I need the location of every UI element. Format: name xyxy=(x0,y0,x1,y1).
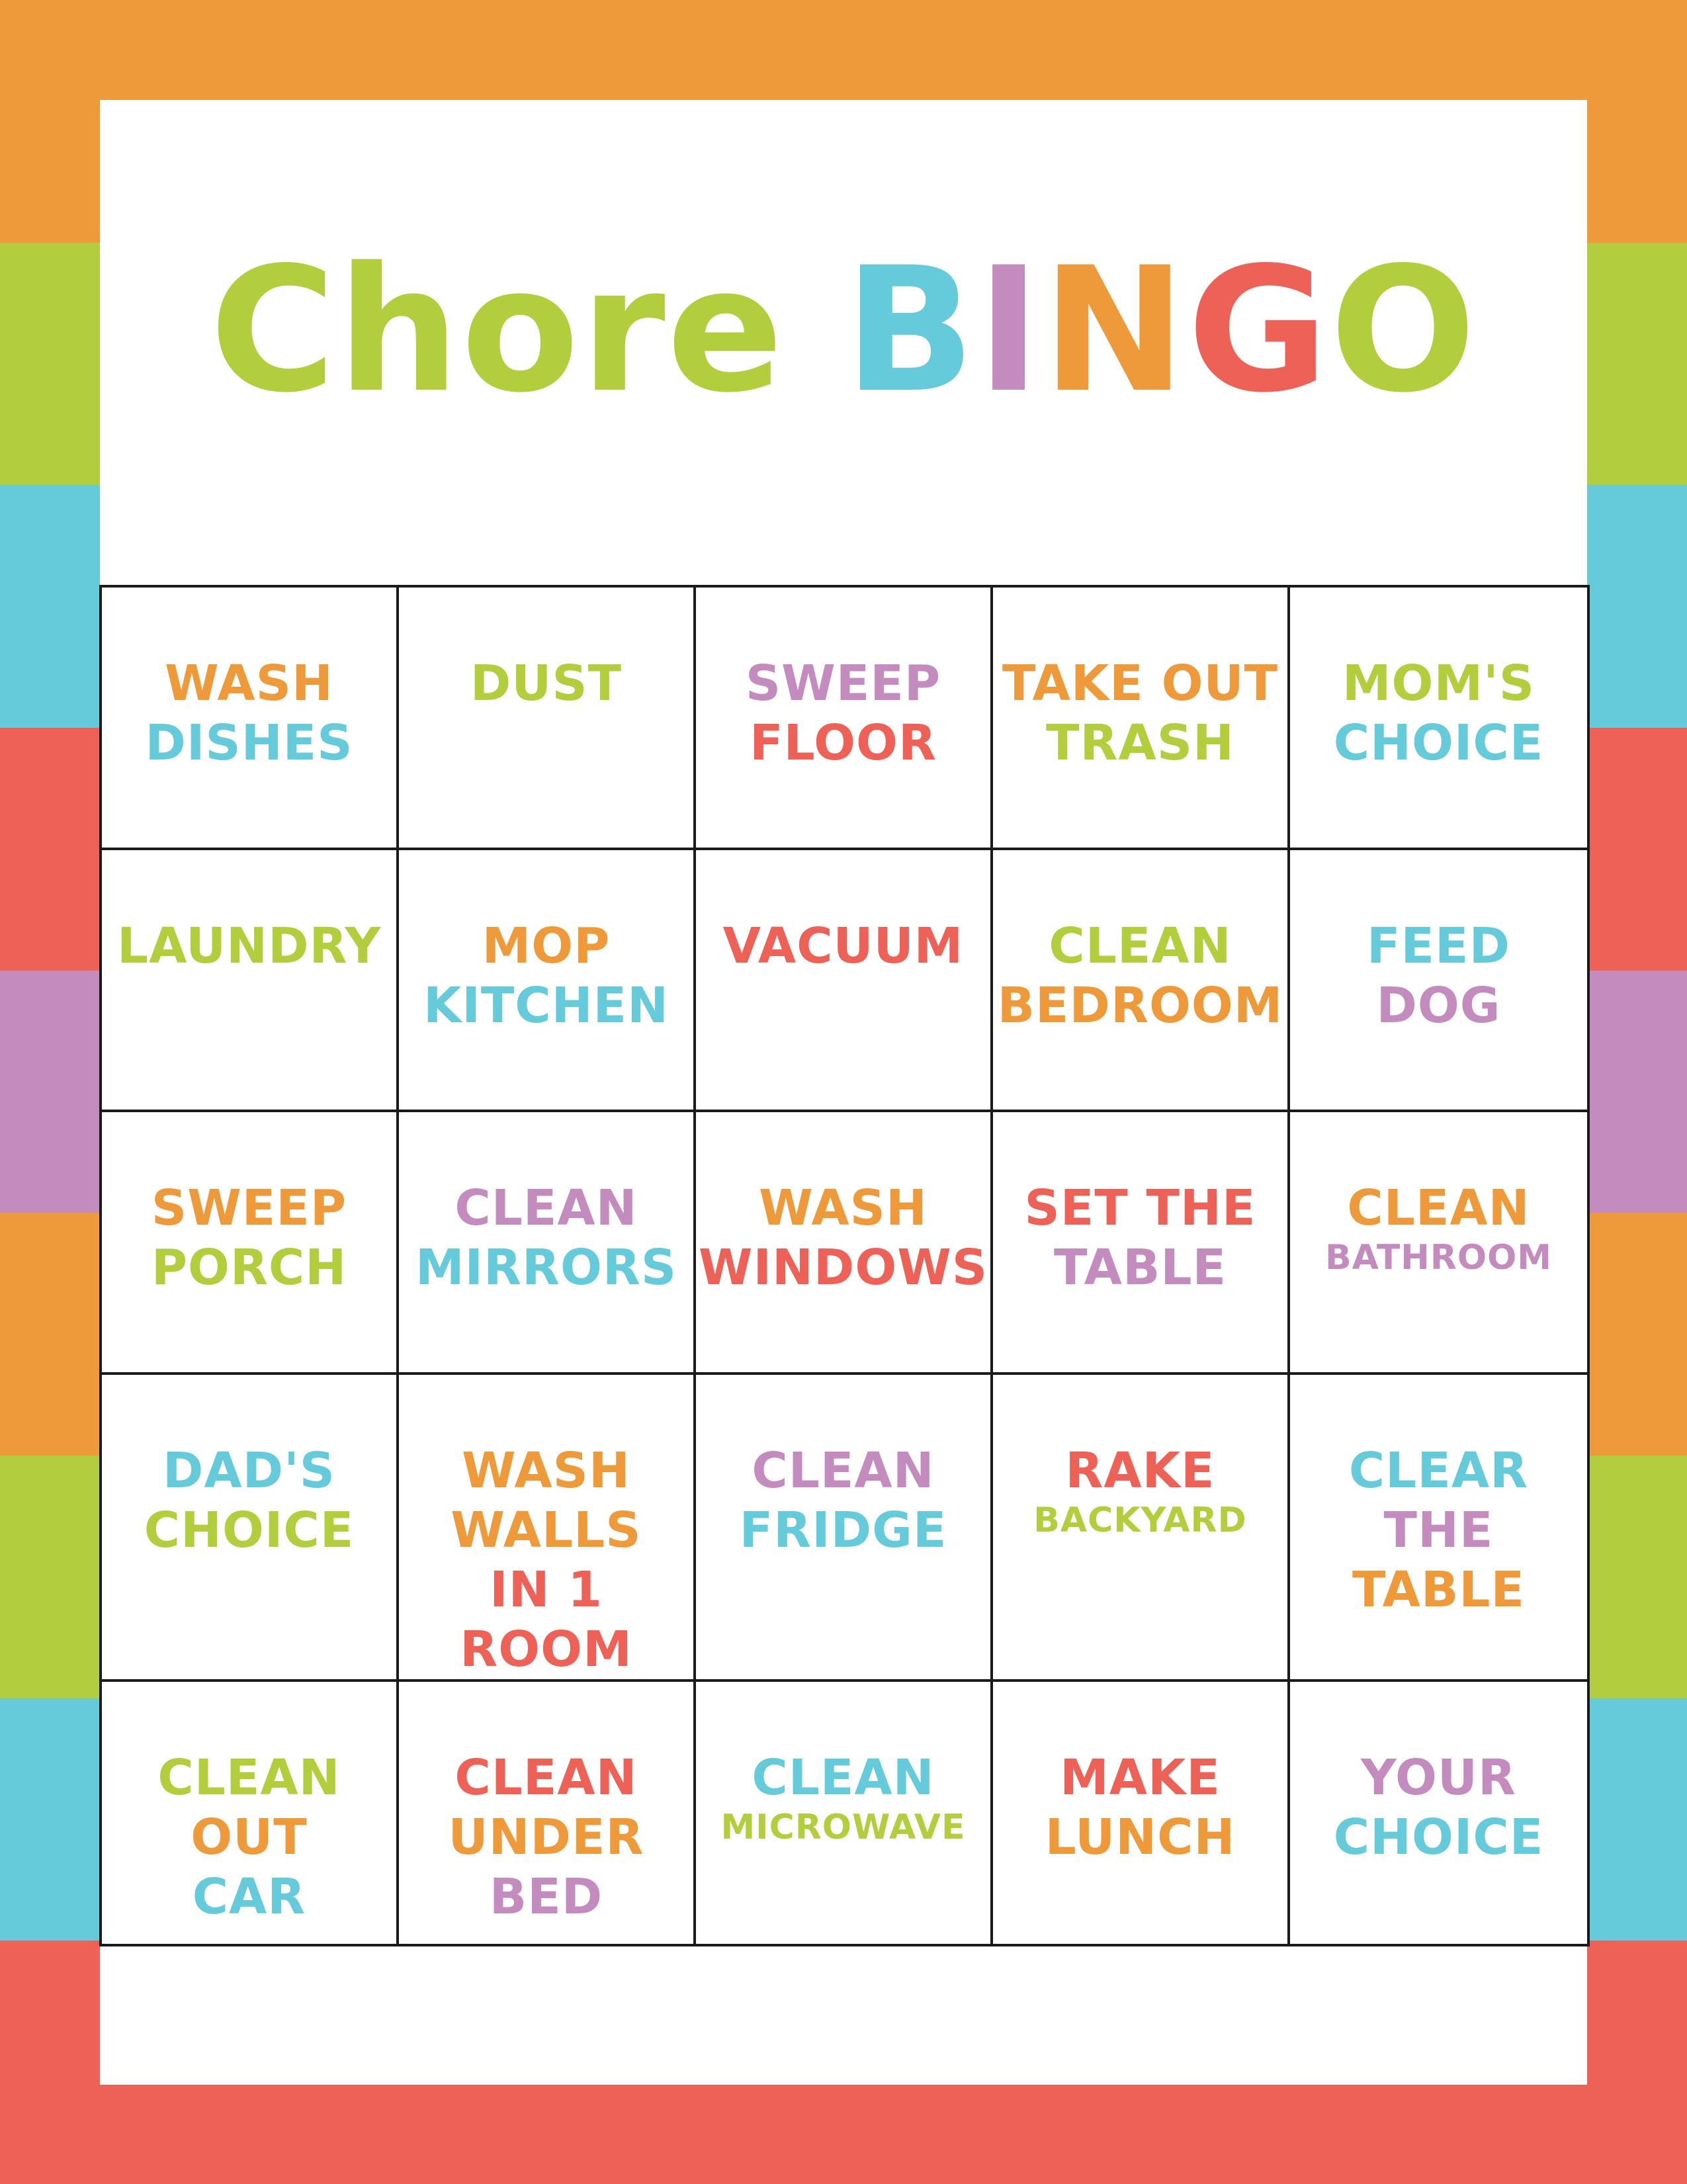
title-letter: O xyxy=(1330,231,1478,431)
chore-text: CLEAN xyxy=(454,1749,638,1806)
chore-text: WASH xyxy=(759,1180,928,1237)
chore-text: DUST xyxy=(470,655,623,712)
chore-text: THE xyxy=(1383,1501,1494,1559)
bingo-square[interactable] xyxy=(993,850,1290,1113)
bingo-square[interactable] xyxy=(102,850,399,1113)
chore-text: CLEAN xyxy=(752,1749,935,1806)
chore-text: MAKE xyxy=(1060,1749,1221,1806)
bingo-square[interactable] xyxy=(696,588,993,850)
bingo-square[interactable] xyxy=(399,1375,696,1682)
chore-text: TAKE OUT xyxy=(1002,655,1279,712)
bingo-grid xyxy=(99,585,1590,1946)
chore-text: CHOICE xyxy=(1333,715,1544,771)
bingo-square[interactable] xyxy=(102,1112,399,1375)
chore-text: CHOICE xyxy=(1333,1808,1544,1866)
bingo-square[interactable] xyxy=(1290,850,1587,1113)
chore-text: CLEAR xyxy=(1348,1442,1529,1499)
page-title xyxy=(0,218,1687,443)
bingo-square[interactable] xyxy=(696,1112,993,1375)
chore-text: YOUR xyxy=(1361,1749,1516,1806)
chore-text: SWEEP xyxy=(745,655,941,712)
bingo-square[interactable] xyxy=(993,1112,1290,1375)
bingo-square[interactable] xyxy=(696,1375,993,1682)
bingo-square[interactable] xyxy=(399,588,696,850)
chore-text: MOM'S xyxy=(1342,655,1536,712)
bingo-square[interactable] xyxy=(399,1112,696,1375)
title-letter: G xyxy=(1187,231,1330,431)
chore-text: CHOICE xyxy=(144,1501,355,1559)
bingo-square[interactable] xyxy=(399,1682,696,1944)
bingo-square[interactable] xyxy=(1290,1375,1587,1682)
chore-text: MICROWAVE xyxy=(720,1807,966,1847)
title-word-chore: Chore xyxy=(209,231,785,431)
chore-text: BACKYARD xyxy=(1033,1500,1247,1540)
chore-text: TABLE xyxy=(1352,1561,1526,1618)
title-letter: B xyxy=(844,231,977,431)
chore-text: SET THE xyxy=(1024,1180,1256,1237)
bingo-square[interactable] xyxy=(993,1375,1290,1682)
chore-text: DISHES xyxy=(145,715,353,771)
title-letter: N xyxy=(1041,231,1188,431)
chore-text: CLEAN xyxy=(157,1749,341,1806)
bingo-square[interactable] xyxy=(696,1682,993,1944)
chore-text: CLEAN xyxy=(1049,917,1232,975)
chore-text: DAD'S xyxy=(162,1442,336,1499)
bingo-square[interactable] xyxy=(102,1375,399,1682)
bingo-square[interactable] xyxy=(696,850,993,1113)
chore-text: BEDROOM xyxy=(997,977,1283,1034)
bingo-square[interactable] xyxy=(1290,1112,1587,1375)
chore-text: FLOOR xyxy=(750,715,937,771)
chore-text: LAUNDRY xyxy=(116,917,382,975)
chore-text: DOG xyxy=(1376,977,1501,1034)
chore-text: SWEEP xyxy=(151,1180,347,1237)
chore-text: IN 1 xyxy=(490,1561,603,1618)
bingo-square[interactable] xyxy=(399,850,696,1113)
bingo-square[interactable] xyxy=(102,588,399,850)
chore-text: WASH xyxy=(462,1442,630,1499)
chore-text: MIRRORS xyxy=(415,1239,677,1296)
bingo-square[interactable] xyxy=(993,588,1290,850)
title-word-bingo xyxy=(844,218,1477,443)
chore-text: PORCH xyxy=(151,1239,347,1296)
chore-text: WINDOWS xyxy=(698,1239,988,1296)
chore-text: FRIDGE xyxy=(739,1501,947,1559)
chore-text: BED xyxy=(489,1868,603,1925)
chore-text: CLEAN xyxy=(454,1180,638,1237)
chore-text: FEED xyxy=(1366,917,1511,975)
chore-text: TRASH xyxy=(1046,715,1234,771)
chore-text: CAR xyxy=(192,1868,306,1925)
title-letter: I xyxy=(976,231,1042,431)
chore-text: ROOM xyxy=(460,1620,632,1678)
chore-text: KITCHEN xyxy=(423,977,670,1034)
chore-text: TABLE xyxy=(1053,1239,1227,1296)
bingo-square[interactable] xyxy=(993,1682,1290,1944)
chore-text: MOP xyxy=(482,917,611,975)
bingo-square[interactable] xyxy=(102,1682,399,1944)
chore-text: UNDER xyxy=(448,1808,644,1866)
chore-text: OUT xyxy=(191,1808,308,1866)
bingo-square[interactable] xyxy=(1290,588,1587,850)
chore-text: RAKE xyxy=(1065,1442,1215,1499)
chore-text: CLEAN xyxy=(752,1442,935,1499)
chore-text: LUNCH xyxy=(1045,1808,1236,1866)
chore-text: CLEAN xyxy=(1347,1180,1530,1237)
bingo-square[interactable] xyxy=(1290,1682,1587,1944)
chore-text: WALLS xyxy=(451,1501,642,1559)
chore-text: VACUUM xyxy=(722,917,964,975)
chore-text: WASH xyxy=(165,655,333,712)
chore-text: BATHROOM xyxy=(1324,1238,1553,1278)
